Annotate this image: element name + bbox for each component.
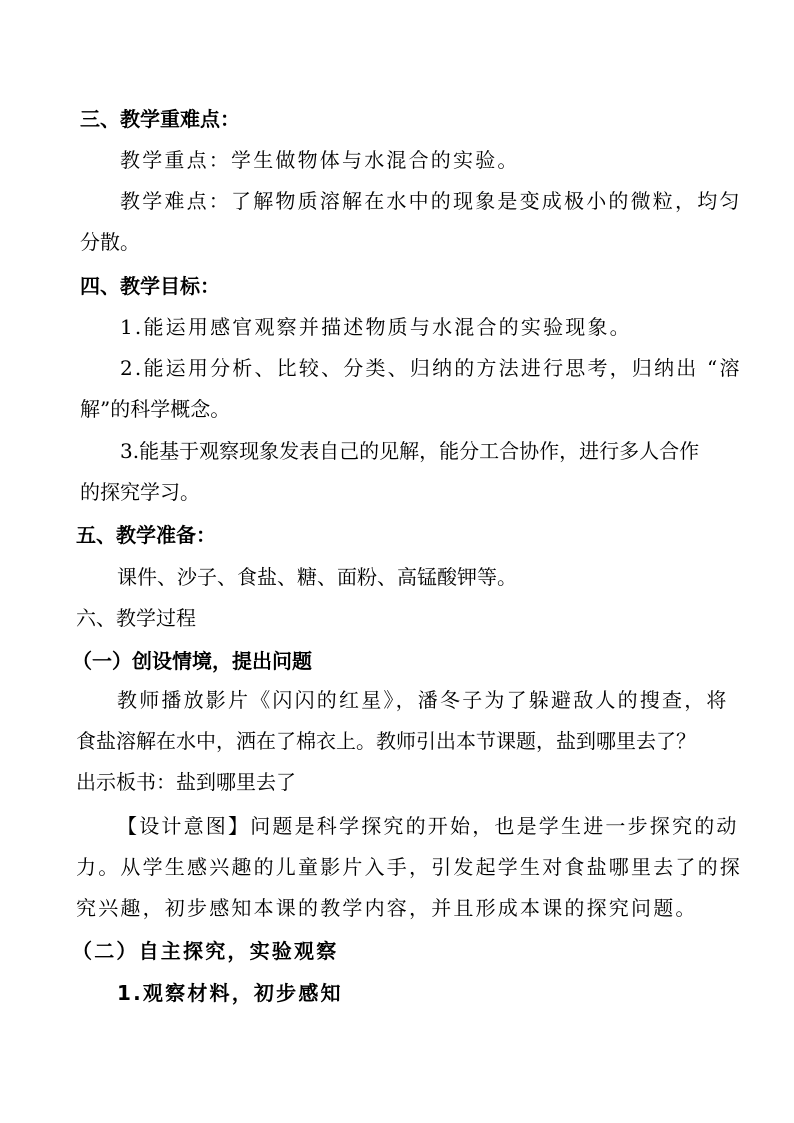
key-point-text: 教学重点：学生做物体与水混合的实验。 [120,148,520,172]
preparation-text: 课件、沙子、食盐、糖、面粉、高锰酸钾等。 [117,565,517,589]
heading-teaching-goals: 四、教学目标： [80,274,220,298]
goal-2-line-2: 解”的科学概念。 [80,397,231,421]
heading-key-difficult-points: 三、教学重难点： [80,107,240,131]
paragraph-2-line-3: 究兴趣，初步感知本课的教学内容，并且形成本课的探究问题。 [76,896,698,920]
paragraph-2-line-1: 【设计意图】问题是科学探究的开始，也是学生进一步探究的动 [117,814,739,838]
goal-3-line-2: 的探究学习。 [80,480,200,504]
subheading-exploration: （二）自主探究，实验观察 [72,939,339,963]
paragraph-1-line-3: 出示板书：盐到哪里去了 [76,770,296,794]
paragraph-1-line-2: 食盐溶解在水中，洒在了棉衣上。教师引出本节课题，盐到哪里去了？ [76,729,696,753]
subheading-observe-materials: 1.观察材料，初步感知 [117,981,343,1005]
heading-teaching-process: 六、教学过程 [76,606,196,630]
goal-2-line-1: 2.能运用分析、比较、分类、归纳的方法进行思考，归纳出 “溶 [120,356,742,380]
paragraph-1-line-1: 教师播放影片《闪闪的红星》，潘冬子为了躲避敌人的搜查，将 [117,688,729,712]
heading-teaching-preparation: 五、教学准备： [76,523,216,547]
paragraph-2-line-2: 力。从学生感兴趣的儿童影片入手，引发起学生对食盐哪里去了的探 [76,855,742,879]
goal-1: 1.能运用感官观察并描述物质与水混合的实验现象。 [120,315,632,339]
difficult-point-line-2: 分散。 [80,230,140,254]
goal-3-line-1: 3.能基于观察现象发表自己的见解，能分工合协作，进行多人合作 [120,439,700,463]
subheading-scenario: （一）创设情境，提出问题 [72,649,312,673]
difficult-point-line-1: 教学难点：了解物质溶解在水中的现象是变成极小的微粒，均匀 [120,189,742,213]
